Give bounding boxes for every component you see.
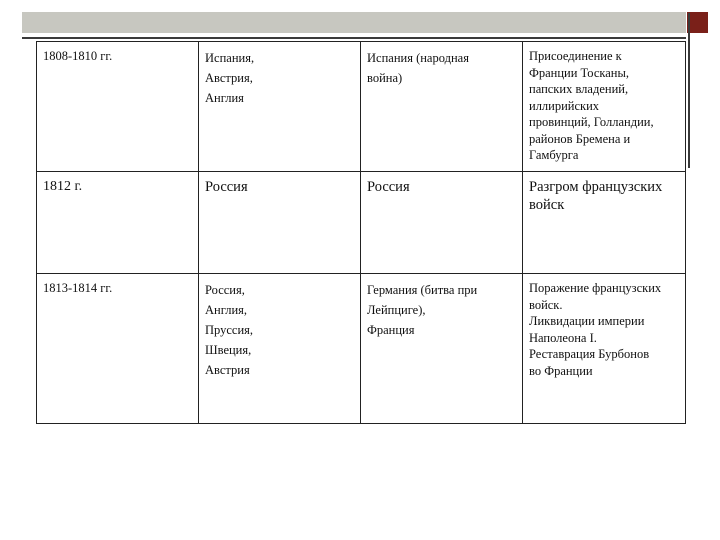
top-decorative-bar <box>22 12 686 33</box>
opponents-text: Испания, Австрия, Англия <box>205 51 255 105</box>
period-cell <box>37 42 199 172</box>
opponents-cell <box>199 172 361 274</box>
opponents-text: Россия, Англия, Пруссия, Швеция, Австрия <box>205 283 254 378</box>
result-text: Поражение французских войск. Ликвидации империи Наполеона I. Реставрация Бурбонов во Франции <box>529 281 662 378</box>
corner-square-decoration <box>687 12 708 33</box>
period-cell <box>37 172 199 274</box>
opponents-cell <box>199 274 361 424</box>
table-row <box>37 274 686 424</box>
theater-cell <box>361 42 523 172</box>
result-cell <box>523 42 686 172</box>
period-cell <box>37 274 199 424</box>
opponents-text: Россия <box>205 179 248 196</box>
result-cell <box>523 274 686 424</box>
vertical-rule <box>688 13 690 168</box>
horizontal-rule <box>22 37 686 39</box>
result-text: Разгром французских войск <box>529 179 663 214</box>
theater-cell <box>361 274 523 424</box>
result-cell <box>523 172 686 274</box>
period-text: 1812 г. <box>43 179 83 195</box>
theater-text: Россия <box>367 179 410 196</box>
napoleonic-wars-table <box>36 41 686 424</box>
table-row <box>37 42 686 172</box>
opponents-cell <box>199 42 361 172</box>
theater-text: Испания (народная война) <box>367 51 469 85</box>
theater-cell <box>361 172 523 274</box>
period-text: 1808-1810 гг. <box>43 49 113 63</box>
result-text: Присоединение к Франции Тосканы, папских владений, иллирийских провинций, Голландии, районов Бремена и Гамбурга <box>529 49 654 162</box>
table-row <box>37 172 686 274</box>
theater-text: Германия (битва при Лейпциге), Франция <box>367 283 478 338</box>
period-text: 1813-1814 гг. <box>43 281 113 296</box>
